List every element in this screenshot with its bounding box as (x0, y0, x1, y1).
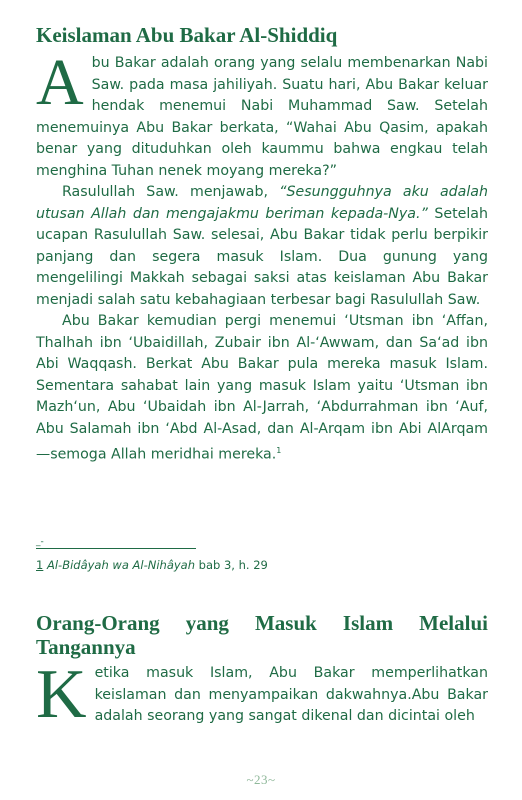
paragraph-1-text: bu Bakar adalah orang yang selalu membenarkan Nabi Saw. pada masa jahiliyah. Suatu hari, Abu Bakar keluar hendak menemui Nabi Muhammad Saw. Setelah menemuinya Abu Bakar berkata, “Wahai Abu Qasim, apakah benar yang dituduhkan oleh kaummu bahwa engkau telah menghina Tuhan nenek moyang mereka?” (36, 55, 488, 179)
heading-line-1 (36, 611, 488, 635)
heading-word: Orang-Orang (36, 611, 160, 635)
footnote-mark: _- (36, 537, 44, 547)
quote-text: “Sesungguhnya aku adalah utusan Allah dan mengajakmu beriman kepada-Nya.” (36, 184, 488, 222)
section-heading-2 (36, 611, 488, 659)
drop-cap: K (36, 656, 87, 733)
drop-cap: A (36, 46, 84, 119)
paragraph-4-text: etika masuk Islam, Abu Bakar memperlihatkan keislaman dan menyampaikan dakwahnya.Abu Bakar adalah seorang yang sangat dikenal dan dicintai oleh (94, 665, 488, 724)
section-heading: Keislaman Abu Bakar Al-Shiddiq (36, 23, 338, 47)
section-body-2 (36, 656, 488, 733)
paragraph-3 (36, 311, 488, 466)
page-number: ~23~ (246, 772, 276, 787)
heading-word: Islam (342, 611, 394, 635)
paragraph-3-text: Abu Bakar kemudian pergi menemui ‘Utsman ibn ‘Affan, Thalhah ibn ‘Ubaidillah, Zubair ibn Al-‘Awwam, dan Sa‘ad ibn Abi Waqqash. Berkat Abu Bakar pula mereka masuk Islam. Sementara sahabat lain yang masuk Islam yaitu ‘Utsman ibn Mazh‘un, Abu ‘Ubaidah ibn Al-Jarrah, ‘Abdurrahman ibn ‘Auf, Abu Salamah ibn ‘Abd Al-Asad, dan Al-Arqam ibn Abi AlArqam—semoga Allah meridhai mereka. (36, 313, 488, 463)
paragraph-2-start: Rasulullah Saw. menjawab, (62, 184, 280, 200)
footnote-divider (36, 548, 196, 549)
footnote-title: Al-Bidâyah wa Al-Nihâyah (46, 558, 196, 572)
heading-word: Masuk (254, 611, 317, 635)
section-body (36, 46, 488, 466)
heading-word: yang (185, 611, 229, 635)
paragraph-2-end: Setelah ucapan Rasulullah Saw. selesai, Abu Bakar tidak perlu berpikir panjang dan segera masuk Islam. Dua gunung yang mengelilingi Makkah sebagai saksi atas keislaman Abu Bakar menjadi salah satu kebahagiaan terbesar bagi Rasulullah Saw. (36, 205, 488, 308)
paragraph-1 (36, 46, 488, 182)
footnote-reference[interactable]: 1 (276, 446, 282, 455)
paragraph-2 (36, 182, 488, 311)
heading-word: Melalui (419, 611, 488, 635)
heading-line-2: Tangannya (36, 635, 136, 659)
footnote-ref: bab 3, h. 29 (195, 558, 268, 572)
footnote-number: 1 (36, 558, 44, 572)
paragraph-4 (36, 656, 488, 733)
footnote (36, 557, 268, 573)
